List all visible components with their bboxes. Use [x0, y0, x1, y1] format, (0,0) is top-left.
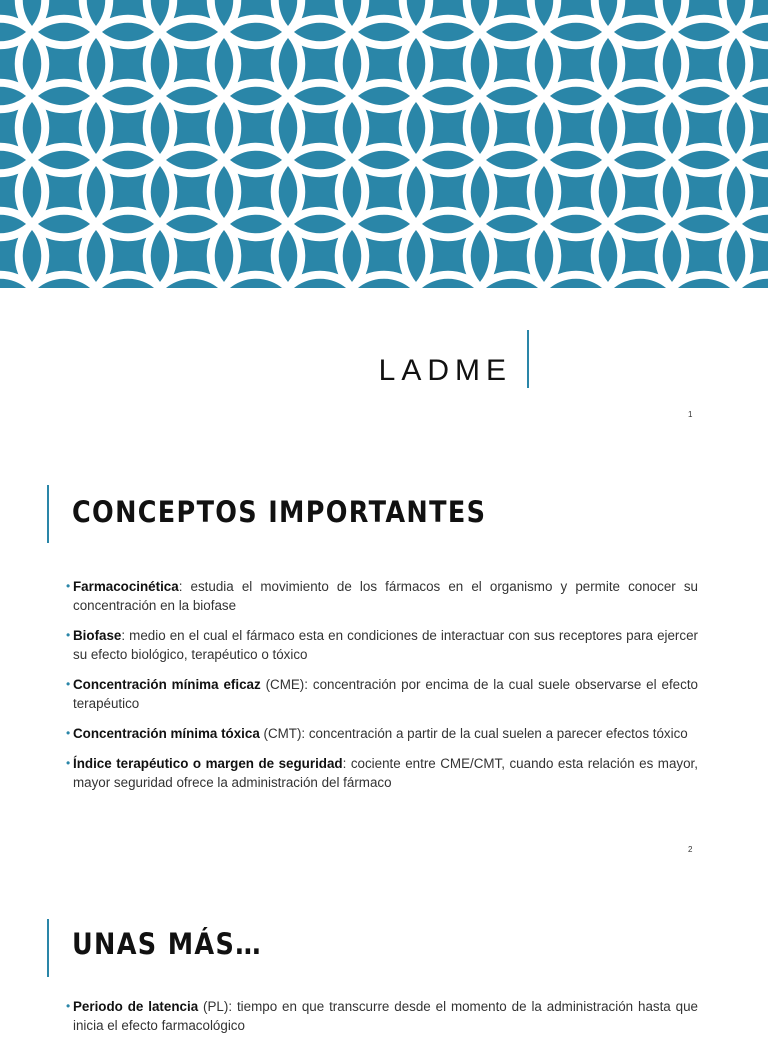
page-number: 1 [688, 410, 693, 419]
bullet-item [66, 675, 698, 713]
bullet-item [66, 997, 698, 1035]
circle-pattern-banner [0, 0, 768, 288]
bullet-dot-icon: • [66, 628, 71, 642]
bullet-item [66, 754, 698, 792]
bullet-text: (CMT): concentración a partir de la cual suelen a parecer efectos tóxico [259, 726, 688, 741]
heading-accent-bar [47, 919, 49, 977]
title-block [0, 330, 768, 390]
bullet-text: : medio en el cual el fármaco esta en condiciones de interactuar con sus receptores para ejercer su efecto biológico, terapéutico o tóxico [73, 628, 698, 662]
bullet-dot-icon: • [66, 999, 71, 1013]
bullet-list [66, 577, 698, 803]
heading-accent-bar [47, 485, 49, 543]
bullet-text: (CME): concentración por encima de la cual suele observarse el efecto terapéutico [73, 677, 698, 711]
slide-heading: UNAS MÁS… [72, 927, 263, 961]
bullet-term: Índice terapéutico o margen de seguridad [73, 756, 343, 771]
bullet-dot-icon: • [66, 579, 71, 593]
title-slide [0, 0, 768, 440]
bullet-list [66, 997, 698, 1046]
bullet-term: Biofase [73, 628, 122, 643]
bullet-term: Concentración mínima tóxica [73, 726, 260, 741]
slide-heading: CONCEPTOS IMPORTANTES [72, 495, 487, 529]
bullet-text: : estudia el movimiento de los fármacos en el organismo y permite conocer su concentración en la biofase [73, 579, 698, 613]
page-number: 2 [688, 845, 693, 854]
bullet-term: Farmacocinética [73, 579, 179, 594]
bullet-dot-icon: • [66, 756, 71, 770]
bullet-item [66, 577, 698, 615]
concepts-slide [0, 465, 768, 865]
bullet-item [66, 724, 698, 743]
bullet-dot-icon: • [66, 726, 71, 740]
bullet-dot-icon: • [66, 677, 71, 691]
more-concepts-slide [0, 905, 768, 1033]
bullet-text: : cociente entre CME/CMT, cuando esta relación es mayor, mayor seguridad ofrece la administración del fármaco [73, 756, 698, 790]
bullet-item [66, 626, 698, 664]
bullet-term: Concentración mínima eficaz [73, 677, 261, 692]
bullet-text: (PL): tiempo en que transcurre desde el momento de la administración hasta que inicia el efecto farmacológico [73, 999, 698, 1033]
title-accent-bar [527, 330, 529, 388]
bullet-term: Periodo de latencia [73, 999, 199, 1014]
slide-title: LADME [378, 354, 512, 388]
